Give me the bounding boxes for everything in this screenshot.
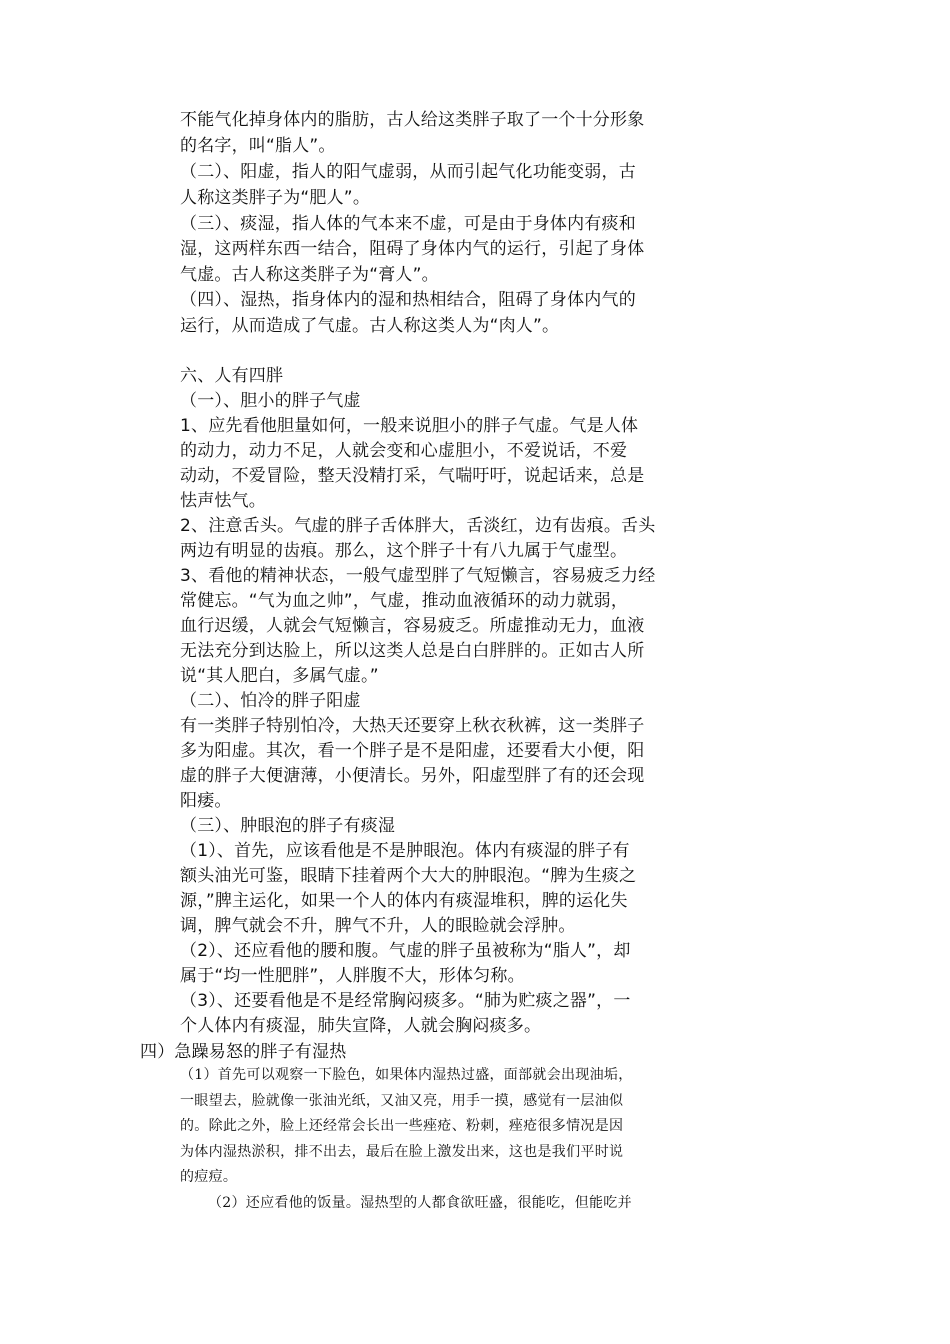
paragraph-line: 两边有明显的齿痕。那么，这个胖子十有八九属于气虚型。 (180, 541, 628, 561)
section-heading: 六、人有四胖 (180, 366, 284, 386)
paragraph-line: 个人体内有痰湿，肺失宣降，人就会胸闷痰多。 (180, 1016, 542, 1036)
paragraph-line: 阳痿。 (180, 791, 232, 811)
paragraph-line: 3、看他的精神状态，一般气虚型胖了气短懒言，容易疲乏力经 (180, 566, 656, 586)
paragraph-line: 血行迟缓，人就会气短懒言，容易疲乏。所虚推动无力，血液 (180, 616, 645, 636)
paragraph-line: （1）、首先，应该看他是不是肿眼泡。体内有痰湿的胖子有 (180, 841, 630, 861)
paragraph-line: 运行，从而造成了气虚。古人称这类人为“肉人”。 (180, 316, 560, 336)
paragraph-line: 的。除此之外，脸上还经常会长出一些痤疮、粉刺，痤疮很多情况是因 (180, 1118, 624, 1134)
paragraph-line: 源，”脾主运化，如果一个人的体内有痰湿堆积，脾的运化失 (180, 891, 628, 911)
paragraph-line: 额头油光可鉴，眼睛下挂着两个大大的肿眼泡。“脾为生痰之 (180, 866, 637, 886)
paragraph-line: （1）首先可以观察一下脸色，如果体内湿热过盛，面部就会出现油垢， (180, 1067, 633, 1083)
paragraph-line: 动动，不爱冒险，整天没精打采，气喘吁吁，说起话来，总是 (180, 466, 645, 486)
paragraph-line: 说“其人肥白，多属气虚。” (180, 666, 379, 686)
paragraph-line: （二）、阳虚，指人的阳气虚弱，从而引起气化功能变弱，古 (180, 162, 636, 182)
paragraph-line: （四）、湿热，指身体内的湿和热相结合，阻碍了身体内气的 (180, 290, 636, 310)
paragraph-line: 湿，这两样东西一结合，阻碍了身体内气的运行，引起了身体 (180, 239, 645, 259)
paragraph-line: 一眼望去，脸就像一张油光纸，又油又亮，用手一摸，感觉有一层油似 (180, 1093, 624, 1109)
paragraph-line: 无法充分到达脸上，所以这类人总是白白胖胖的。正如古人所 (180, 641, 645, 661)
subsection-heading: （三）、肿眼泡的胖子有痰湿 (180, 816, 396, 836)
paragraph-line: 多为阳虚。其次，看一个胖子是不是阳虚，还要看大小便，阳 (180, 741, 645, 761)
paragraph-line: 不能气化掉身体内的脂肪，古人给这类胖子取了一个十分形象 (180, 110, 645, 130)
paragraph-line: 的痘痘。 (180, 1169, 238, 1185)
paragraph-line: 虚的胖子大便溏薄，小便清长。另外，阳虚型胖了有的还会现 (180, 766, 645, 786)
paragraph-line: 为体内湿热淤积，排不出去，最后在脸上激发出来，这也是我们平时说 (180, 1144, 624, 1160)
paragraph-line: （2）、还应看他的腰和腹。气虚的胖子虽被称为“脂人”，却 (180, 941, 631, 961)
paragraph-line: 的动力，动力不足，人就会变和心虚胆小，不爱说话，不爱 (180, 441, 628, 461)
subsection-heading: （二）、怕冷的胖子阳虚 (180, 691, 361, 711)
paragraph-line: （3）、还要看他是不是经常胸闷痰多。“肺为贮痰之器”，一 (180, 991, 631, 1011)
paragraph-line: 常健忘。“气为血之帅”，气虚，推动血液循环的动力就弱， (180, 591, 629, 611)
paragraph-line: 怯声怯气。 (180, 491, 266, 511)
paragraph-line: 有一类胖子特别怕冷，大热天还要穿上秋衣秋裤，这一类胖子 (180, 716, 645, 736)
paragraph-line: 1、应先看他胆量如何，一般来说胆小的胖子气虚。气是人体 (180, 416, 639, 436)
paragraph-line: 属于“均一性肥胖”，人胖腹不大，形体匀称。 (180, 966, 525, 986)
paragraph-line: 的名字，叫“脂人”。 (180, 136, 336, 156)
subsection-heading: （一）、胆小的胖子气虚 (180, 391, 361, 411)
paragraph-line: 2、注意舌头。气虚的胖子舌体胖大，舌淡红，边有齿痕。舌头 (180, 516, 656, 536)
paragraph-line: （2）还应看他的饭量。湿热型的人都食欲旺盛，很能吃，但能吃并 (208, 1195, 632, 1211)
subsection-heading: 四）急躁易怒的胖子有湿热 (140, 1042, 347, 1062)
paragraph-line: 调，脾气就会不升，脾气不升，人的眼睑就会浮肿。 (180, 916, 576, 936)
paragraph-line: （三）、痰湿，指人体的气本来不虚，可是由于身体内有痰和 (180, 214, 636, 234)
paragraph-line: 气虚。古人称这类胖子为“膏人”。 (180, 265, 439, 285)
paragraph-line: 人称这类胖子为“肥人”。 (180, 188, 371, 208)
